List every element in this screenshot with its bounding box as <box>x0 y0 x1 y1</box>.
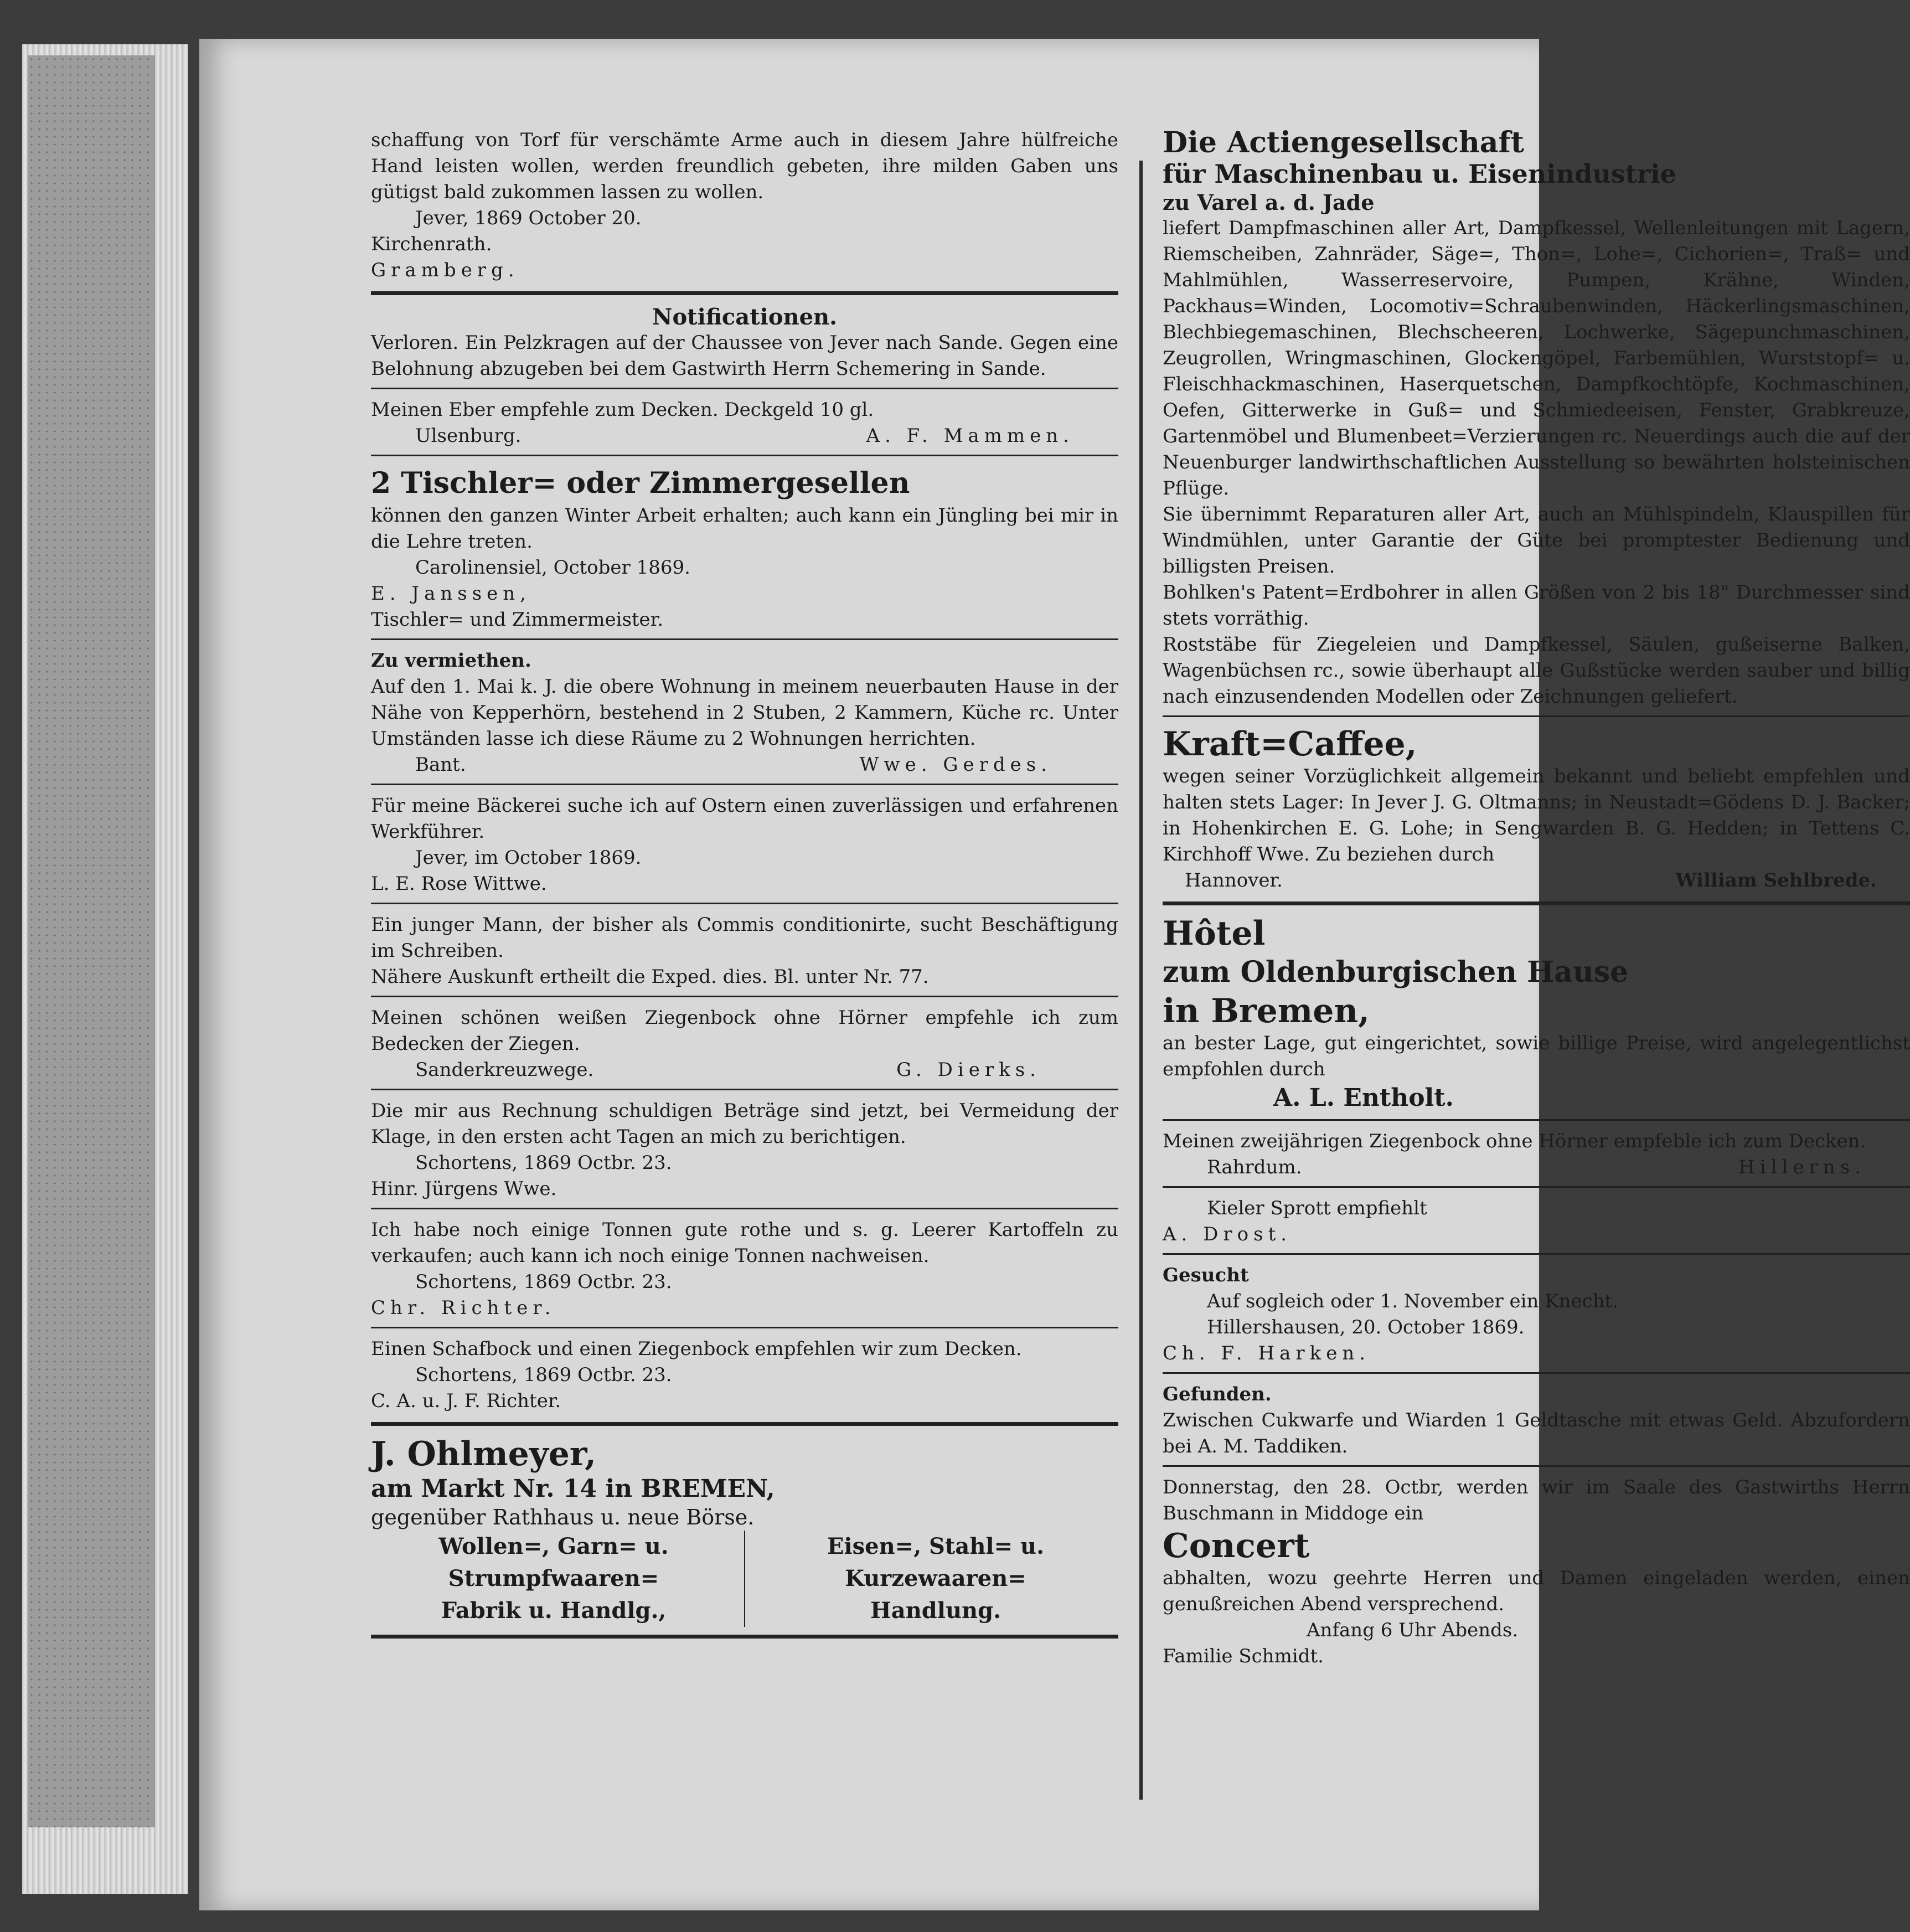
rule <box>1163 1253 1910 1255</box>
baeckerei-date: Jever, im October 1869. <box>415 847 642 869</box>
gesucht-date: Hillershausen, 20. October 1869. <box>1207 1316 1525 1338</box>
vermiethen-notice <box>371 648 1118 778</box>
concert-title: Concert <box>1163 1527 1310 1565</box>
hotel-t2: zum Oldenburgischen Hause <box>1163 955 1629 989</box>
ohlmeyer-twocol <box>371 1531 1118 1627</box>
kraft-signer: William Sehlbrede. <box>1675 869 1877 892</box>
baeckerei-notice <box>371 793 1118 897</box>
actien-text2: Sie übernimmt Reparaturen aller Art, auch an Mühlspindeln, Klauspillen für Windmühlen, unter Garantie der Güte bei promptester Bedienung und billigsten Preisen. <box>1163 503 1910 578</box>
rule <box>1163 715 1910 717</box>
tischler-notice <box>371 464 1118 633</box>
rule <box>371 784 1118 785</box>
schafbock-text: Einen Schafbock und einen Ziegenbock empfehlen wir zum Decken. <box>371 1338 1022 1360</box>
concert-time: Anfang 6 Uhr Abends. <box>1307 1619 1519 1641</box>
ohlmeyer-right-3: Handlung. <box>870 1598 1001 1624</box>
actien-title3: zu Varel a. d. Jade <box>1163 190 1375 215</box>
ohlmeyer-line3: gegenüber Rathhaus u. neue Börse. <box>371 1505 755 1529</box>
rule <box>371 1635 1118 1639</box>
ohlmeyer-left-1: Wollen=, Garn= u. <box>438 1533 669 1559</box>
schafbock-date: Schortens, 1869 Octbr. 23. <box>415 1364 672 1386</box>
kartoffeln-signer: Chr. Richter. <box>371 1297 556 1319</box>
gesucht-notice <box>1163 1263 1910 1367</box>
actien-text3: Bohlken's Patent=Erdbohrer in allen Größen von 2 bis 18" Durchmesser sind stets vorräthig. <box>1163 581 1910 630</box>
kartoffeln-text: Ich habe noch einige Tonnen gute rothe und s. g. Leerer Kartoffeln zu verkaufen; auch kann ich noch einige Tonnen nachweisen. <box>371 1219 1118 1267</box>
newspaper-page <box>199 39 1910 1910</box>
kraft-title: Kraft=Caffee, <box>1163 725 1417 764</box>
torf-text: schaffung von Torf für verschämte Arme auch in diesem Jahre hülfreiche Hand leisten wollen, werden freundlich gebeten, ihre milden Gaben uns gütigst bald zukommen lassen zu wollen. <box>371 129 1118 203</box>
commis-text2: Nähere Auskunft ertheilt die Exped. dies. Bl. unter Nr. 77. <box>371 966 929 988</box>
tischler-title: 2 Tischler= oder Zimmergesellen <box>371 466 910 500</box>
rule <box>371 1089 1118 1090</box>
torf-date: Jever, 1869 October 20. <box>415 207 642 229</box>
eber-signer: A. F. Mammen. <box>866 425 1074 447</box>
kartoffeln-notice <box>371 1217 1118 1321</box>
ohlmeyer-right-1: Eisen=, Stahl= u. <box>827 1533 1045 1559</box>
torf-notice <box>371 127 1118 284</box>
column-divider <box>1139 161 1143 1800</box>
tischler-signer: E. Janssen, <box>371 583 531 605</box>
baeckerei-text: Für meine Bäckerei suche ich auf Ostern einen zuverlässigen und erfahrenen Werkführer. <box>371 795 1118 843</box>
kartoffeln-date: Schortens, 1869 Octbr. 23. <box>415 1271 672 1293</box>
ziegenbock2-signer: Hillerns. <box>1738 1156 1866 1178</box>
sprott-text: Kieler Sprott empfiehlt <box>1207 1197 1427 1219</box>
betraege-text: Die mir aus Rechnung schuldigen Beträge sind jetzt, bei Vermeidung der Klage, in den ersten acht Tagen an mich zu berichtigen. <box>371 1100 1118 1148</box>
actien-text4: Roststäbe für Ziegeleien und Dampfkessel, Säulen, gußeiserne Balken, Wagenbüchsen rc., sowie überhaupt alle Gußstücke werden sauber und billig nach einzusendenden Modellen oder Zeichnungen geliefert. <box>1163 633 1910 708</box>
vermiethen-signer: Wwe. Gerdes. <box>859 754 1052 776</box>
rule <box>371 1208 1118 1209</box>
baeckerei-signer: L. E. Rose Wittwe. <box>371 873 547 895</box>
ohlmeyer-left-3: Fabrik u. Handlg., <box>441 1598 667 1624</box>
ohlmeyer-ad <box>371 1435 1118 1627</box>
ziegenbock1-notice <box>371 1005 1118 1083</box>
ohlmeyer-name: J. Ohlmeyer, <box>371 1435 597 1474</box>
ziegenbock2-text: Meinen zweijährigen Ziegenbock ohne Hörner empfeble ich zum Decken. <box>1163 1130 1866 1152</box>
betraege-signer: Hinr. Jürgens Wwe. <box>371 1178 557 1200</box>
eber-notice <box>371 397 1118 449</box>
eber-text: Meinen Eber empfehle zum Decken. Deckgeld 10 gl. <box>371 399 874 421</box>
hotel-signer: A. L. Entholt. <box>1273 1084 1454 1112</box>
book-cover-edge <box>28 55 155 1827</box>
hotel-t3: in Bremen, <box>1163 992 1370 1031</box>
gesucht-title: Gesucht <box>1163 1264 1249 1286</box>
rule <box>371 1422 1118 1426</box>
vermiethen-place: Bant. <box>415 754 466 776</box>
ohlmeyer-separator <box>744 1531 745 1627</box>
betraege-date: Schortens, 1869 Octbr. 23. <box>415 1152 672 1174</box>
actien-title2: für Maschinenbau u. Eisenindustrie <box>1163 159 1676 189</box>
eber-place: Ulsenburg. <box>415 425 522 447</box>
ziegenbock1-text: Meinen schönen weißen Ziegenbock ohne Hörner empfehle ich zum Bedecken der Ziegen. <box>371 1007 1118 1055</box>
gesucht-signer: Ch. F. Harken. <box>1163 1342 1371 1364</box>
ohlmeyer-line2: am Markt Nr. 14 in BREMEN, <box>371 1475 775 1503</box>
rule <box>371 291 1118 295</box>
ziegenbock1-signer: G. Dierks. <box>896 1059 1041 1081</box>
right-column <box>1163 127 1910 1670</box>
sprott-signer: A. Drost. <box>1163 1223 1292 1245</box>
vermiethen-text: Auf den 1. Mai k. J. die obere Wohnung in meinem neuerbauten Hause in der Nähe von Kepperhörn, bestehend in 2 Stuben, 2 Kammern, Küche rc. Unter Umständen lasse ich diese Räume zu 2 Wohnungen herrichten. <box>371 676 1118 750</box>
schafbock-signer: C. A. u. J. F. Richter. <box>371 1390 561 1412</box>
left-column <box>371 127 1118 1647</box>
gefunden-title: Gefunden. <box>1163 1383 1272 1405</box>
commis-notice <box>371 912 1118 990</box>
hotel-t1: Hôtel <box>1163 914 1266 953</box>
gefunden-notice <box>1163 1382 1910 1460</box>
rule <box>371 1327 1118 1328</box>
ziegenbock2-place: Rahrdum. <box>1207 1156 1302 1178</box>
schafbock-notice <box>371 1336 1118 1414</box>
kraft-place: Hannover. <box>1185 869 1283 892</box>
rule <box>371 638 1118 640</box>
actien-title1: Die Actiengesellschaft <box>1163 126 1524 159</box>
kraft-ad <box>1163 725 1910 894</box>
torf-signer1: Kirchenrath. <box>371 233 492 255</box>
ohlmeyer-right-2: Kurzewaaren= <box>845 1565 1026 1591</box>
rule <box>1163 1465 1910 1467</box>
sprott-notice <box>1163 1196 1910 1248</box>
rule <box>371 996 1118 997</box>
rule <box>371 455 1118 456</box>
tischler-text: können den ganzen Winter Arbeit erhalten; auch kann ein Jüngling bei mir in die Lehre treten. <box>371 504 1118 553</box>
rule <box>371 903 1118 904</box>
rule <box>1163 1186 1910 1188</box>
rule <box>1163 1372 1910 1374</box>
concert-notice <box>1163 1475 1910 1670</box>
rule <box>1163 901 1910 905</box>
actien-ad <box>1163 127 1910 710</box>
concert-signer: Familie Schmidt. <box>1163 1645 1324 1667</box>
vermiethen-title: Zu vermiethen. <box>371 650 531 672</box>
betraege-notice <box>371 1098 1118 1202</box>
hotel-text: an bester Lage, gut eingerichtet, sowie billige Preise, wird angelegentlichst empfohlen durch <box>1163 1032 1910 1080</box>
ohlmeyer-left-2: Strumpfwaaren= <box>448 1565 659 1591</box>
commis-text: Ein junger Mann, der bisher als Commis conditionirte, sucht Beschäftigung im Schreiben. <box>371 914 1118 962</box>
notificationen-header: Notificationen. <box>652 304 838 330</box>
kraft-text: wegen seiner Vorzüglichkeit allgemein bekannt und beliebt empfehlen und halten stets Lager: In Jever J. G. Oltmanns; in Neustadt=Gödens D. J. Backer; in Hohenkirchen E. G. Lohe; in Sengwarden B. G. Hedden; in Tettens C. Kirchhoff Wwe. Zu beziehen durch <box>1163 765 1910 865</box>
concert-text2: abhalten, wozu geehrte Herren und Damen eingeladen werden, einen genußreichen Abend versprechend. <box>1163 1567 1910 1615</box>
rule <box>1163 1119 1910 1121</box>
gesucht-text: Auf sogleich oder 1. November ein Knecht. <box>1207 1290 1619 1312</box>
hotel-ad <box>1163 914 1910 1114</box>
torf-signer2: Gramberg. <box>371 259 519 281</box>
concert-text: Donnerstag, den 28. Octbr, werden wir im Saale des Gastwirths Herrn Buschmann in Middoge ein <box>1163 1476 1910 1524</box>
ziegenbock2-notice <box>1163 1129 1910 1181</box>
rule <box>371 388 1118 389</box>
tischler-role: Tischler= und Zimmermeister. <box>371 609 663 631</box>
actien-text: liefert Dampfmaschinen aller Art, Dampfkessel, Wellenleitungen mit Lagern, Riemscheiben, Zahnräder, Säge=, Thon=, Lohe=, Cichorien=, Traß= und Mahlmühlen, Wasserreservoire, Pumpen, Krähne, Winden, Packhaus=Winden, Locomotiv=Schraubenwinden, Häckerlingsmaschinen, Blechbiegemaschinen, Blechscheeren, Lochwerke, Sägepunchmaschinen, Zeugrollen, Wringmaschinen, Glockengöpel, Farbemühlen, Wurststopf= u. Fleischhackmaschinen, Haserquetschen, Dampfkochtöpfe, Kochmaschinen, Oefen, Gitterwerke in Guß= und Schmiedeeisen, Fenster, Grabkreuze, Gartenmöbel und Blumenbeet=Verzierungen rc. Neuerdings auch die auf der Neuenburger landwirthschaftlichen Ausstellung so bewährten holsteinischen Pflüge. <box>1163 217 1910 499</box>
tischler-date: Carolinensiel, October 1869. <box>415 557 690 579</box>
verloren-notice <box>371 330 1118 382</box>
verloren-text: Verloren. Ein Pelzkragen auf der Chaussee von Jever nach Sande. Gegen eine Belohnung abzugeben bei dem Gastwirth Herrn Schemering in Sande. <box>371 332 1118 380</box>
ziegenbock1-place: Sanderkreuzwege. <box>415 1059 594 1081</box>
gefunden-text: Zwischen Cukwarfe und Wiarden 1 Geldtasche mit etwas Geld. Abzufordern bei A. M. Taddiken. <box>1163 1409 1910 1457</box>
